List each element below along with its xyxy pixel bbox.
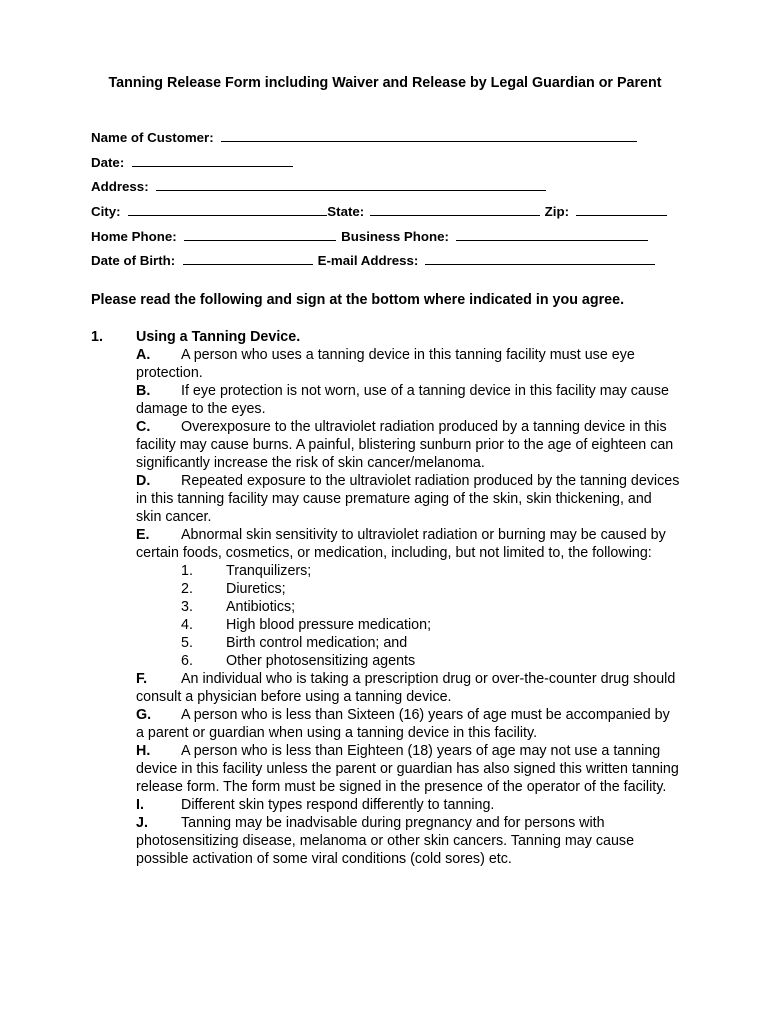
list-item: I. Different skin types respond differently to tanning. [136, 797, 495, 813]
zip-field[interactable] [576, 203, 667, 216]
home-phone-label: Home Phone: [91, 229, 177, 244]
name-field[interactable] [221, 129, 637, 142]
sublist-item: 5. Birth control medication; and [181, 635, 408, 651]
list-item: C. Overexposure to the ultraviolet radiation produced by a tanning device in this facility may cause burns. A painful, blistering sunburn prior to the age of eighteen can significantly increase the risk of skin cancer/melanoma. [136, 419, 674, 471]
email-label: E-mail Address: [317, 253, 419, 268]
section-title: Using a Tanning Device. [136, 329, 301, 345]
city-label: City: [91, 204, 121, 219]
name-row [91, 129, 637, 147]
section-items [136, 346, 681, 868]
list-item: B. If eye protection is not worn, use of a tanning device in this facility may cause damage to the eyes. [136, 383, 669, 417]
list-item: G. A person who is less than Sixteen (16) years of age must be accompanied by a parent or guardian when using a tanning device in this facility. [136, 707, 670, 741]
list-item: J. Tanning may be inadvisable during pregnancy and for persons with photosensitizing disease, melanoma or other skin cancers. Tanning may cause possible activation of some viral conditions (cold sores) etc. [136, 815, 635, 867]
dob-label: Date of Birth: [91, 253, 176, 268]
email-field[interactable] [425, 252, 655, 265]
city-field[interactable] [128, 203, 327, 216]
date-field[interactable] [132, 154, 293, 167]
sublist-item: 1. Tranquilizers; [181, 563, 312, 579]
dob-field[interactable] [183, 252, 313, 265]
date-label: Date: [91, 155, 125, 170]
section-number: 1. [91, 329, 103, 345]
name-label: Name of Customer: [91, 130, 214, 145]
state-field[interactable] [370, 203, 540, 216]
address-row [91, 178, 546, 196]
sublist-item: 3. Antibiotics; [181, 599, 296, 615]
form-title: Tanning Release Form including Waiver and Release by Legal Guardian or Parent [108, 75, 662, 91]
state-label: State: [327, 204, 365, 219]
sublist-item: 2. Diuretics; [181, 581, 286, 597]
phone-row [91, 228, 648, 246]
list-item: D. Repeated exposure to the ultraviolet radiation produced by the tanning devices in this tanning facility may cause premature aging of the skin, skin thickening, and skin cancer. [136, 473, 680, 525]
list-item: A. A person who uses a tanning device in this tanning facility must use eye protection. [136, 347, 635, 381]
date-row [91, 154, 293, 172]
address-field[interactable] [156, 178, 546, 191]
instructions-text: Please read the following and sign at the bottom where indicated in you agree. [91, 292, 625, 308]
home-phone-field[interactable] [184, 228, 336, 241]
list-item: E. Abnormal skin sensitivity to ultraviolet radiation or burning may be caused by certain foods, cosmetics, or medication, including, but not limited to, the following: [136, 527, 666, 561]
sublist-item: 6. Other photosensitizing agents [181, 653, 416, 669]
business-phone-label: Business Phone: [341, 229, 449, 244]
city-state-zip-row [91, 203, 667, 221]
business-phone-field[interactable] [456, 228, 648, 241]
list-item: H. A person who is less than Eighteen (18) years of age may not use a tanning device in this facility unless the parent or guardian has also signed this written tanning release form. The form must be signed in the presence of the operator of the facility. [136, 743, 679, 795]
address-label: Address: [91, 179, 149, 194]
list-item: F. An individual who is taking a prescription drug or over-the-counter drug should consult a physician before using a tanning device. [136, 671, 676, 705]
zip-label: Zip: [544, 204, 569, 219]
dob-email-row [91, 252, 655, 270]
sublist-item: 4. High blood pressure medication; [181, 617, 432, 633]
